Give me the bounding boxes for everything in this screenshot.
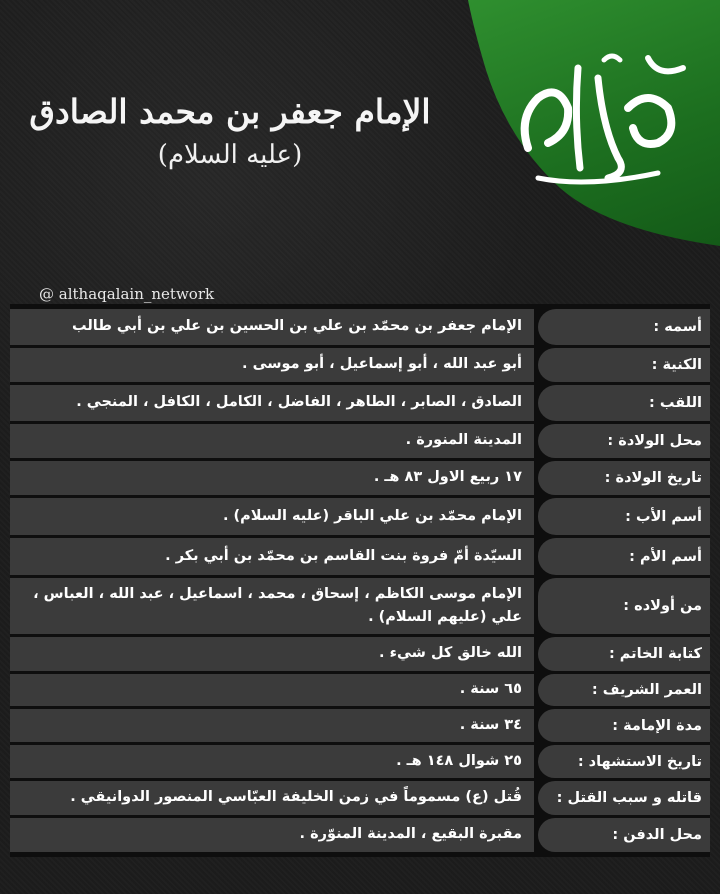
row-label: تاريخ الاستشهاد : bbox=[538, 745, 710, 778]
table-row bbox=[10, 424, 710, 458]
row-label: اللقب : bbox=[538, 385, 710, 421]
row-value: مقبرة البقيع ، المدينة المنوّرة . bbox=[10, 818, 534, 852]
table-row bbox=[10, 818, 710, 852]
row-value: الإمام موسى الكاظم ، إسحاق ، محمد ، اسماعيل ، عبد الله ، العباس ، علي (عليهم السلام) . bbox=[10, 578, 534, 634]
table-row bbox=[10, 461, 710, 495]
table-row bbox=[10, 709, 710, 742]
row-value: الإمام جعفر بن محمّد بن علي بن الحسين بن علي بن أبي طالب bbox=[10, 309, 534, 345]
table-row bbox=[10, 781, 710, 815]
table-row bbox=[10, 385, 710, 421]
row-value: الإمام محمّد بن علي الباقر (عليه السلام) . bbox=[10, 498, 534, 535]
row-value: السيّدة أمّ فروة بنت القاسم بن محمّد بن أبي بكر . bbox=[10, 538, 534, 575]
row-value: المدينة المنورة . bbox=[10, 424, 534, 458]
row-label: كتابة الخاتم : bbox=[538, 637, 710, 671]
row-value: قُتل (ع) مسموماً في زمن الخليفة العبّاسي المنصور الدوانيقي . bbox=[10, 781, 534, 815]
table-row bbox=[10, 745, 710, 778]
row-value: ١٧ ربيع الاول ٨٣ هـ . bbox=[10, 461, 534, 495]
row-label: أسم الأب : bbox=[538, 498, 710, 535]
info-table bbox=[10, 304, 710, 857]
row-value: الله خالق كل شيء . bbox=[10, 637, 534, 671]
row-label: محل الدفن : bbox=[538, 818, 710, 852]
social-handle: @ althaqalain_network bbox=[39, 285, 215, 303]
table-row bbox=[10, 578, 710, 634]
row-label: أسم الأم : bbox=[538, 538, 710, 575]
row-label: محل الولادة : bbox=[538, 424, 710, 458]
row-label: قاتله و سبب القتل : bbox=[538, 781, 710, 815]
row-label: تاريخ الولادة : bbox=[538, 461, 710, 495]
page-title: الإمام جعفر بن محمد الصادق bbox=[29, 92, 431, 131]
row-value: ٦٥ سنة . bbox=[10, 674, 534, 706]
table-row bbox=[10, 309, 710, 345]
calligraphy-logo bbox=[508, 38, 698, 198]
row-value: ٢٥ شوال ١٤٨ هـ . bbox=[10, 745, 534, 778]
table-row bbox=[10, 348, 710, 382]
row-label: أسمه : bbox=[538, 309, 710, 345]
table-row bbox=[10, 674, 710, 706]
row-label: من أولاده : bbox=[538, 578, 710, 634]
row-label: الكنية : bbox=[538, 348, 710, 382]
table-row bbox=[10, 538, 710, 575]
table-row bbox=[10, 637, 710, 671]
page-subtitle: (عليه السلام) bbox=[157, 140, 303, 170]
row-value: الصادق ، الصابر ، الطاهر ، الفاضل ، الكامل ، الكافل ، المنجي . bbox=[10, 385, 534, 421]
row-value: أبو عبد الله ، أبو إسماعيل ، أبو موسى . bbox=[10, 348, 534, 382]
row-label: مدة الإمامة : bbox=[538, 709, 710, 742]
row-value: ٣٤ سنة . bbox=[10, 709, 534, 742]
row-label: العمر الشريف : bbox=[538, 674, 710, 706]
table-row bbox=[10, 498, 710, 535]
